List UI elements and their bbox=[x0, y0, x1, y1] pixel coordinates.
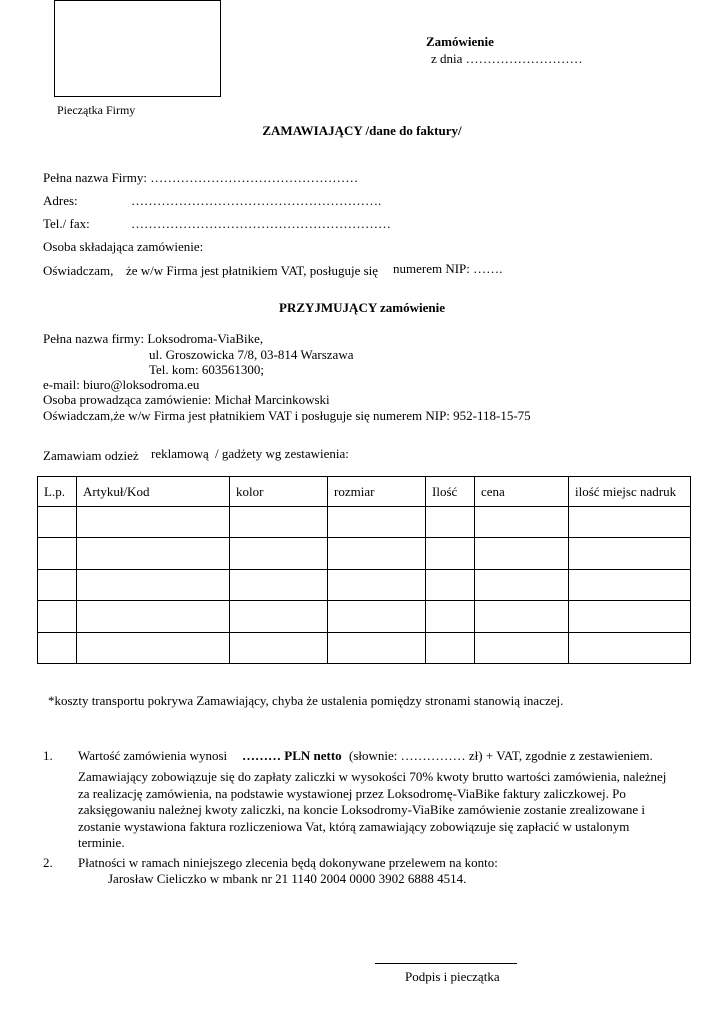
company-stamp-box bbox=[54, 0, 221, 97]
table-row bbox=[38, 569, 691, 600]
table-cell[interactable] bbox=[230, 601, 328, 632]
buyer-company-name: Pełna nazwa Firmy: ………………………………………… bbox=[43, 170, 359, 185]
stamp-label: Pieczątka Firmy bbox=[57, 103, 136, 117]
table-cell[interactable] bbox=[426, 569, 475, 600]
table-cell[interactable] bbox=[426, 538, 475, 569]
table-cell[interactable] bbox=[475, 569, 569, 600]
buyer-contact-person: Osoba składająca zamówienie: bbox=[43, 239, 204, 254]
table-cell[interactable] bbox=[77, 538, 230, 569]
table-row bbox=[38, 538, 691, 569]
table-cell[interactable] bbox=[475, 632, 569, 663]
signature-label: Podpis i pieczątka bbox=[405, 969, 500, 984]
table-cell[interactable] bbox=[230, 538, 328, 569]
table-cell[interactable] bbox=[426, 601, 475, 632]
seller-company-name: Pełna nazwa firmy: Loksodroma-ViaBike, bbox=[43, 331, 264, 346]
table-cell[interactable] bbox=[426, 632, 475, 663]
buyer-vat-statement-c: numerem NIP: ……. bbox=[393, 261, 503, 276]
table-cell[interactable] bbox=[77, 569, 230, 600]
table-cell[interactable] bbox=[38, 632, 77, 663]
term-2-number: 2. bbox=[43, 855, 53, 870]
seller-street: ul. Groszowicka 7/8, 03-814 Warszawa bbox=[149, 347, 354, 362]
table-row bbox=[38, 632, 691, 663]
order-date: z dnia ……………………… bbox=[431, 51, 583, 66]
table-cell[interactable] bbox=[77, 507, 230, 538]
buyer-phone-label: Tel./ fax: bbox=[43, 216, 90, 231]
buyer-vat-statement-a: Oświadczam, bbox=[43, 263, 114, 278]
table-cell[interactable] bbox=[569, 538, 691, 569]
table-cell[interactable] bbox=[328, 601, 426, 632]
seller-vat-statement: Oświadczam,że w/w Firma jest płatnikiem VAT i posługuje się numerem NIP: 952-118-15-75 bbox=[43, 408, 531, 423]
seller-contact-person: Osoba prowadząca zamówienie: Michał Marcinkowski bbox=[43, 392, 330, 407]
order-intro-c: / gadżety wg zestawienia: bbox=[215, 446, 349, 461]
col-header-size: rozmiar bbox=[328, 477, 426, 507]
table-cell[interactable] bbox=[569, 507, 691, 538]
table-cell[interactable] bbox=[38, 538, 77, 569]
col-header-lp: L.p. bbox=[38, 477, 77, 507]
col-header-print-places: ilość miejsc nadruk bbox=[569, 477, 691, 507]
seller-phone: Tel. kom: 603561300; bbox=[149, 362, 265, 377]
table-cell[interactable] bbox=[328, 632, 426, 663]
col-header-article: Artykuł/Kod bbox=[77, 477, 230, 507]
buyer-address-label: Adres: bbox=[43, 193, 78, 208]
term-2-text-a: Płatności w ramach niniejszego zlecenia będą dokonywane przelewem na konto: bbox=[78, 855, 498, 870]
term-1-text-a: Wartość zamówienia wynosi bbox=[78, 748, 228, 763]
transport-note: *koszty transportu pokrywa Zamawiający, chyba że ustalenia pomiędzy stronami stanowią inaczej. bbox=[48, 693, 564, 708]
buyer-phone-dots: …………………………………………………… bbox=[131, 216, 391, 231]
col-header-quantity: Ilość bbox=[426, 477, 475, 507]
table-cell[interactable] bbox=[475, 538, 569, 569]
term-2-text-b: Jarosław Cieliczko w mbank nr 21 1140 2004 0000 3902 6888 4514. bbox=[108, 871, 467, 886]
table-cell[interactable] bbox=[230, 632, 328, 663]
table-cell[interactable] bbox=[38, 507, 77, 538]
order-intro-b: reklamową bbox=[151, 446, 209, 461]
buyer-heading: ZAMAWIAJĄCY /dane do faktury/ bbox=[262, 123, 462, 138]
table-cell[interactable] bbox=[38, 569, 77, 600]
term-1-text-b: ……… PLN netto bbox=[242, 748, 342, 763]
order-intro-a: Zamawiam odzież bbox=[43, 448, 139, 463]
term-1-number: 1. bbox=[43, 748, 53, 763]
table-cell[interactable] bbox=[38, 601, 77, 632]
table-row bbox=[38, 507, 691, 538]
term-1-text-c: (słownie: …………… zł) + VAT, zgodnie z zestawieniem. bbox=[349, 748, 653, 763]
seller-heading: PRZYJMUJĄCY zamówienie bbox=[279, 300, 445, 315]
table-cell[interactable] bbox=[328, 569, 426, 600]
buyer-vat-statement-b: że w/w Firma jest płatnikiem VAT, posługuje się bbox=[126, 263, 379, 278]
table-cell[interactable] bbox=[328, 538, 426, 569]
table-cell[interactable] bbox=[77, 632, 230, 663]
table-cell[interactable] bbox=[475, 507, 569, 538]
table-cell[interactable] bbox=[569, 601, 691, 632]
table-cell[interactable] bbox=[569, 632, 691, 663]
table-cell[interactable] bbox=[569, 569, 691, 600]
term-1-body: Zamawiający zobowiązuje się do zapłaty zaliczki w wysokości 70% kwoty brutto wartości zamówienia, należnej za realizację zamówienia, na podstawie wystawionej przez Loksodromę-ViaBike faktury zaliczkowej. Po zaksięgowaniu należnej kwoty zaliczki, na koncie Loksodromy-ViaBike zamówienie zostanie zrealizowane i zostanie wystawiona faktura rozliczeniowa Vat, którą zamawiający zobowiązuje się zapłacić w ustalonym terminie. bbox=[78, 769, 667, 850]
order-title: Zamówienie bbox=[426, 34, 494, 49]
table-cell[interactable] bbox=[328, 507, 426, 538]
buyer-address-dots: …………………………………………………. bbox=[131, 193, 382, 208]
table-cell[interactable] bbox=[230, 569, 328, 600]
order-items-table bbox=[37, 476, 691, 664]
table-cell[interactable] bbox=[426, 507, 475, 538]
table-cell[interactable] bbox=[77, 601, 230, 632]
table-header-row bbox=[38, 477, 691, 507]
col-header-color: kolor bbox=[230, 477, 328, 507]
table-row bbox=[38, 601, 691, 632]
signature-line bbox=[375, 963, 517, 964]
col-header-price: cena bbox=[475, 477, 569, 507]
seller-email: e-mail: biuro@loksodroma.eu bbox=[43, 377, 200, 392]
table-cell[interactable] bbox=[475, 601, 569, 632]
table-cell[interactable] bbox=[230, 507, 328, 538]
